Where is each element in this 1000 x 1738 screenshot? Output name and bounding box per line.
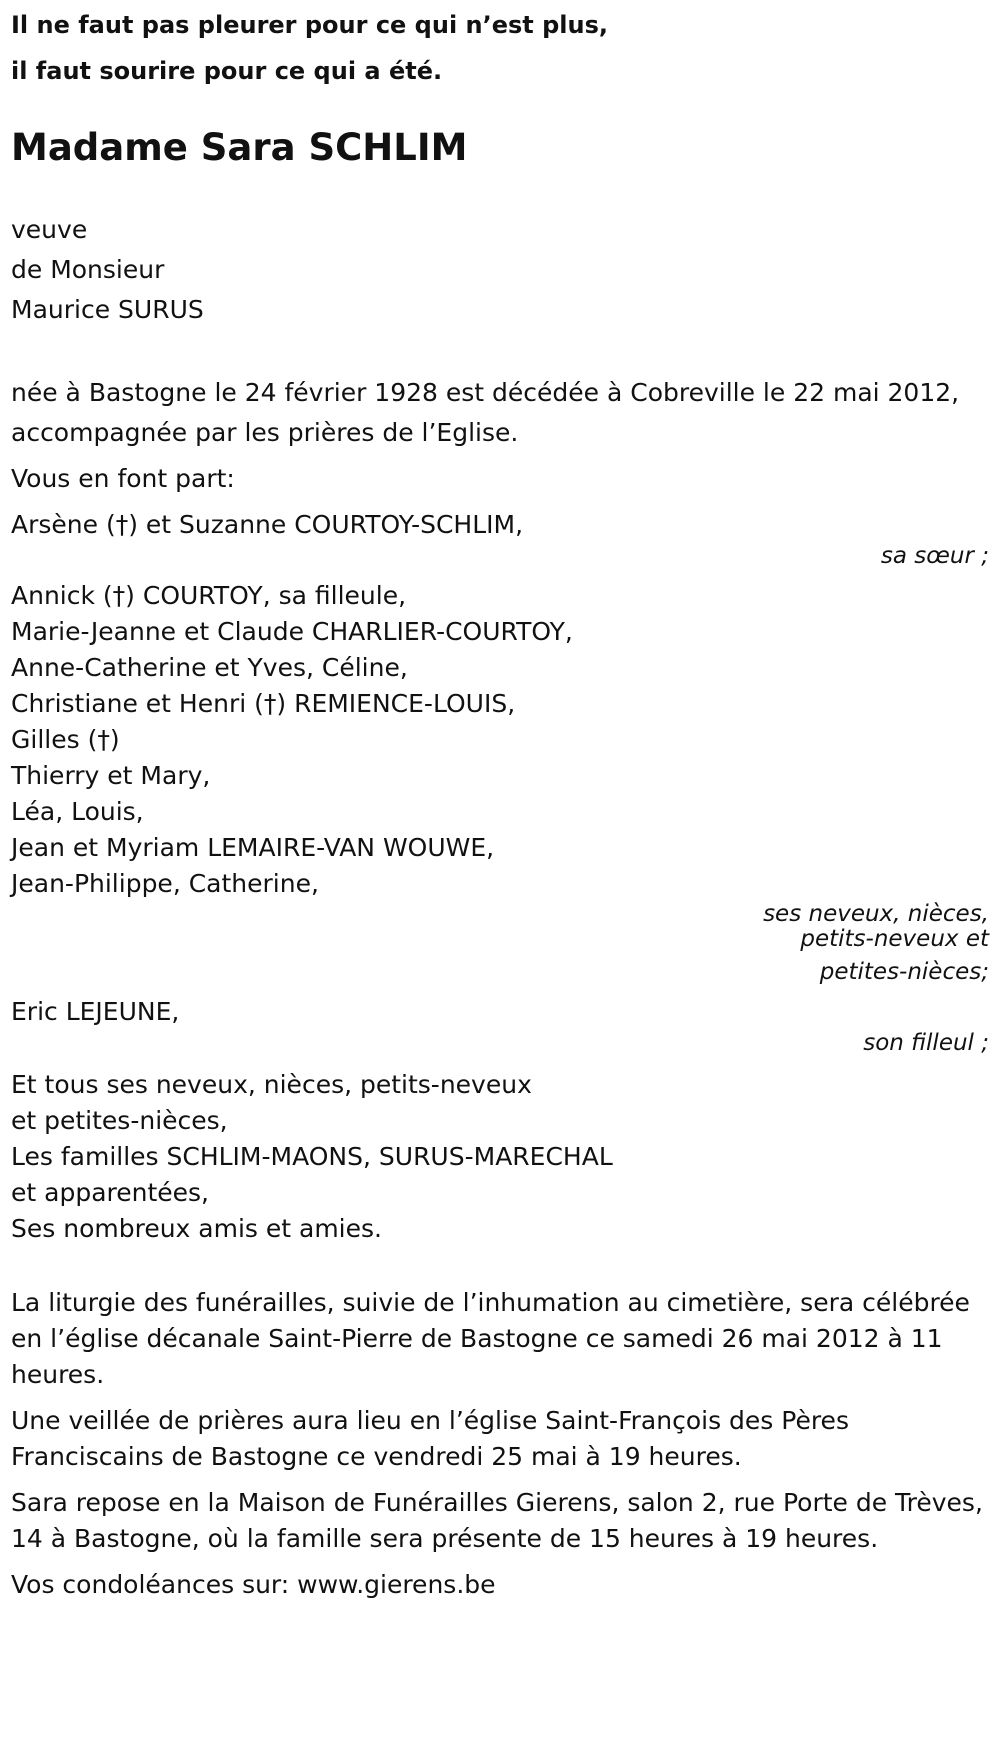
spouse-line-3: Maurice SURUS bbox=[11, 295, 204, 324]
list-item: Thierry et Mary, bbox=[11, 761, 211, 790]
nephews-list bbox=[11, 578, 989, 902]
announce-label: Vous en font part: bbox=[11, 464, 235, 493]
list-item: Ses nombreux amis et amies. bbox=[11, 1214, 382, 1243]
family-godson-role: son filleul ; bbox=[863, 1030, 989, 1056]
nephews-role-line-3: petites-nièces; bbox=[819, 959, 989, 985]
deceased-name: Madame Sara SCHLIM bbox=[11, 126, 468, 169]
ceremony-details bbox=[11, 1285, 989, 1603]
nephews-role-line-2: petits-neveux et bbox=[800, 926, 989, 952]
list-item: Anne-Catherine et Yves, Céline, bbox=[11, 653, 408, 682]
vigil-text: Une veillée de prières aura lieu en l’église Saint-François des Pères Franciscains de Bastogne ce vendredi 25 mai à 19 heures. bbox=[11, 1406, 849, 1471]
list-item: Christiane et Henri (†) REMIENCE-LOUIS, bbox=[11, 689, 516, 718]
list-item: Gilles (†) bbox=[11, 725, 120, 754]
birth-death-line-1: née à Bastogne le 24 février 1928 est décédée à Cobreville le 22 mai 2012, bbox=[11, 378, 960, 407]
epigraph bbox=[11, 0, 989, 94]
birth-death-line-2: accompagnée par les prières de l’Eglise. bbox=[11, 418, 519, 447]
family-list bbox=[11, 505, 989, 1247]
spouse-line-2: de Monsieur bbox=[11, 255, 165, 284]
spouse-line-1: veuve bbox=[11, 215, 88, 244]
family-sister-role: sa sœur ; bbox=[880, 543, 989, 569]
others-list bbox=[11, 1067, 989, 1247]
epigraph-line-1: Il ne faut pas pleurer pour ce qui n’est plus, bbox=[11, 11, 609, 39]
family-godson: Eric LEJEUNE, bbox=[11, 997, 180, 1026]
nephews-role bbox=[11, 902, 989, 992]
birth-death-block bbox=[11, 373, 989, 453]
list-item: Jean et Myriam LEMAIRE-VAN WOUWE, bbox=[11, 833, 495, 862]
spouse-block bbox=[11, 210, 989, 330]
list-item: Et tous ses neveux, nièces, petits-neveux bbox=[11, 1070, 532, 1099]
family-sister: Arsène (†) et Suzanne COURTOY-SCHLIM, bbox=[11, 510, 524, 539]
list-item: Jean-Philippe, Catherine, bbox=[11, 869, 319, 898]
list-item: Les familles SCHLIM-MAONS, SURUS-MARECHAL bbox=[11, 1142, 613, 1171]
list-item: Annick (†) COURTOY, sa filleule, bbox=[11, 581, 407, 610]
nephews-role-line-1: ses neveux, nièces, bbox=[763, 901, 989, 927]
list-item: et petites-nièces, bbox=[11, 1106, 228, 1135]
list-item: Marie-Jeanne et Claude CHARLIER-COURTOY, bbox=[11, 617, 573, 646]
condolences-text: Vos condoléances sur: www.gierens.be bbox=[11, 1570, 496, 1599]
list-item: et apparentées, bbox=[11, 1178, 209, 1207]
epigraph-line-2: il faut sourire pour ce qui a été. bbox=[11, 57, 443, 85]
liturgy-text: La liturgie des funérailles, suivie de l’inhumation au cimetière, sera célébrée en l’église décanale Saint-Pierre de Bastogne ce samedi 26 mai 2012 à 11 heures. bbox=[11, 1288, 970, 1389]
rest-text: Sara repose en la Maison de Funérailles Gierens, salon 2, rue Porte de Trèves, 14 à Bastogne, où la famille sera présente de 15 heures à 19 heures. bbox=[11, 1488, 983, 1553]
list-item: Léa, Louis, bbox=[11, 797, 144, 826]
obituary-notice bbox=[11, 0, 989, 1603]
